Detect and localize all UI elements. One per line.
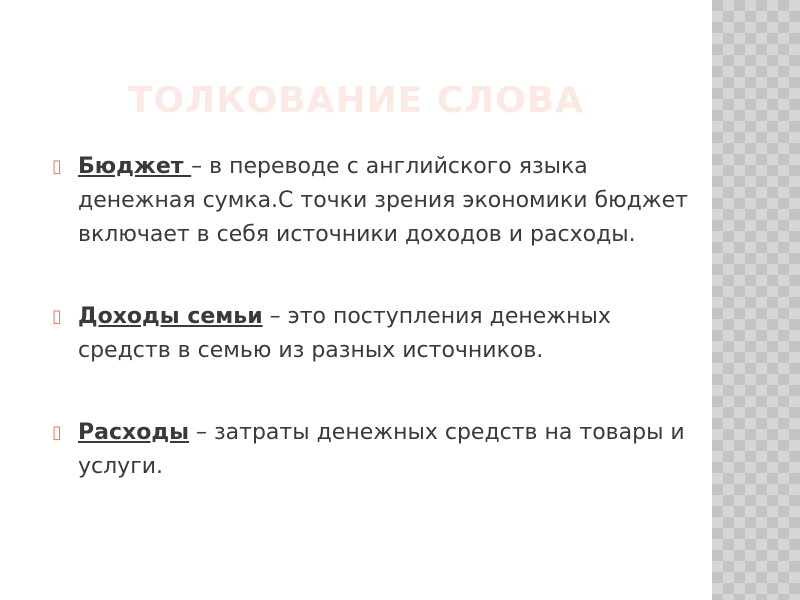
definition-family-income: – это поступления денежных средств в семью из разных источников. (78, 304, 611, 363)
bullet-icon: ▯ (52, 306, 62, 327)
slide-title: ТОЛКОВАНИЕ СЛОВА (128, 80, 584, 121)
definition-budget: – в переводе с английского языка денежная сумка.С точки зрения экономики бюджет включает в себя источники доходов и расходы. (78, 154, 688, 247)
bullet-icon: ▯ (52, 156, 62, 177)
term-budget: Бюджет (78, 154, 192, 179)
definition-expenses: – затраты денежных средств на товары и услуги. (78, 420, 685, 479)
list-item (52, 300, 702, 368)
bullet-list (52, 150, 702, 484)
bullet-icon: ▯ (52, 422, 62, 443)
term-expenses: Расходы (78, 420, 189, 445)
list-item (52, 150, 702, 252)
decorative-side-panel (712, 0, 800, 600)
list-item (52, 416, 702, 484)
term-family-income: Доходы семьи (78, 304, 263, 329)
